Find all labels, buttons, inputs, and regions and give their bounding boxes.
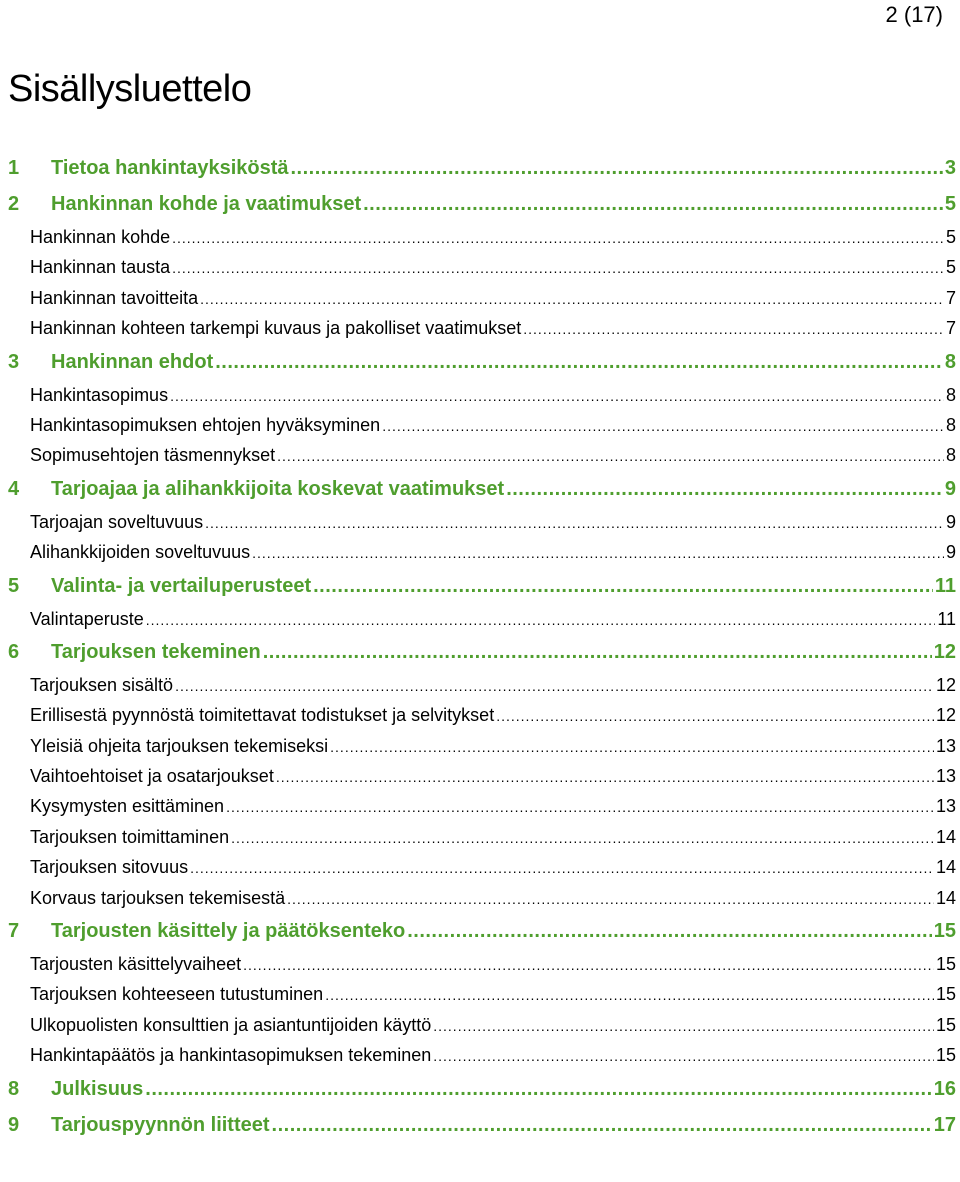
toc-subentry[interactable] bbox=[8, 222, 956, 252]
toc-subentry[interactable] bbox=[8, 537, 956, 567]
toc-heading-entry[interactable] bbox=[8, 1107, 956, 1143]
page-number: 2 (17) bbox=[885, 2, 943, 27]
toc-entry-label: Tarjoajan soveltuvuus bbox=[30, 511, 204, 532]
toc-entry-label: Sopimusehtojen täsmennykset bbox=[30, 445, 276, 466]
toc-subentry[interactable] bbox=[8, 604, 956, 634]
dot-leader bbox=[325, 979, 934, 1009]
toc-entry-page: 17 bbox=[933, 1113, 956, 1136]
toc-entry-page: 15 bbox=[935, 984, 956, 1005]
dot-leader bbox=[407, 913, 932, 949]
toc-entry-label: Alihankkijoiden soveltuvuus bbox=[30, 542, 251, 563]
toc-entry-page: 11 bbox=[937, 608, 956, 629]
toc-entry-page: 7 bbox=[945, 287, 956, 308]
toc-entry-page: 16 bbox=[933, 1077, 956, 1100]
toc-entry-page: 14 bbox=[935, 857, 956, 878]
dot-leader bbox=[382, 410, 944, 440]
toc-entry-page: 5 bbox=[945, 257, 956, 278]
toc-entry-label: Vaihtoehtoiset ja osatarjoukset bbox=[30, 766, 274, 787]
dot-leader bbox=[291, 150, 943, 186]
toc-entry-page: 9 bbox=[945, 511, 956, 532]
dot-leader bbox=[146, 604, 936, 634]
dot-leader bbox=[433, 1040, 934, 1070]
toc-entry-page: 14 bbox=[935, 826, 956, 847]
toc-entry-label: Hankinnan tavoitteita bbox=[30, 287, 199, 308]
toc-subentry[interactable] bbox=[8, 252, 956, 282]
toc-subentry[interactable] bbox=[8, 1040, 956, 1070]
toc-subentry[interactable] bbox=[8, 440, 956, 470]
toc-subentry[interactable] bbox=[8, 731, 956, 761]
dot-leader bbox=[175, 670, 934, 700]
toc-heading-entry[interactable] bbox=[8, 634, 956, 670]
toc-entry-page: 15 bbox=[933, 920, 956, 943]
toc-subentry[interactable] bbox=[8, 883, 956, 913]
toc-entry-number: 6 bbox=[8, 640, 20, 663]
toc-entry-number: 5 bbox=[8, 574, 20, 597]
toc-entry-label: Tarjouspyynnön liitteet bbox=[51, 1113, 270, 1136]
toc-heading-entry[interactable] bbox=[8, 344, 956, 380]
dot-leader bbox=[433, 1010, 934, 1040]
page-title: Sisällysluettelo bbox=[8, 68, 252, 110]
toc-entry-label: Hankinnan kohteen tarkempi kuvaus ja pakolliset vaatimukset bbox=[30, 318, 522, 339]
toc-entry-page: 8 bbox=[945, 445, 956, 466]
toc-entry-label: Tarjouksen tekeminen bbox=[51, 640, 261, 663]
toc-heading-entry[interactable] bbox=[8, 150, 956, 186]
toc-entry-label: Tarjouksen sitovuus bbox=[30, 857, 189, 878]
toc-heading-entry[interactable] bbox=[8, 913, 956, 949]
dot-leader bbox=[252, 537, 944, 567]
toc-subentry[interactable] bbox=[8, 979, 956, 1009]
dot-leader bbox=[170, 380, 944, 410]
toc-subentry[interactable] bbox=[8, 700, 956, 730]
dot-leader bbox=[287, 883, 934, 913]
toc-entry-label: Hankintapäätös ja hankintasopimuksen tekeminen bbox=[30, 1045, 432, 1066]
dot-leader bbox=[231, 822, 934, 852]
dot-leader bbox=[243, 949, 934, 979]
dot-leader bbox=[506, 471, 943, 507]
toc-entry-label: Ulkopuolisten konsulttien ja asiantuntijoiden käyttö bbox=[30, 1014, 432, 1035]
toc-entry-page: 13 bbox=[935, 766, 956, 787]
toc-entry-label: Hankinnan kohde ja vaatimukset bbox=[51, 193, 362, 215]
toc-entry-label: Tarjouksen toimittaminen bbox=[30, 826, 230, 847]
toc-subentry[interactable] bbox=[8, 283, 956, 313]
toc-subentry[interactable] bbox=[8, 380, 956, 410]
toc-entry-number: 9 bbox=[8, 1113, 20, 1136]
dot-leader bbox=[313, 568, 933, 604]
toc-subentry[interactable] bbox=[8, 670, 956, 700]
toc-entry-label: Kysymysten esittäminen bbox=[30, 796, 225, 817]
toc-entry-number: 4 bbox=[8, 477, 20, 500]
toc-entry-label: Julkisuus bbox=[51, 1077, 144, 1100]
toc-subentry[interactable] bbox=[8, 822, 956, 852]
dot-leader bbox=[200, 283, 944, 313]
toc-entry-number: 2 bbox=[8, 193, 20, 215]
toc-entry-label: Korvaus tarjouksen tekemisestä bbox=[30, 887, 286, 908]
toc-entry-label: Hankintasopimus bbox=[30, 384, 169, 405]
toc-subentry[interactable] bbox=[8, 791, 956, 821]
toc-entry-page: 8 bbox=[945, 384, 956, 405]
toc-subentry[interactable] bbox=[8, 313, 956, 343]
dot-leader bbox=[276, 761, 934, 791]
toc-heading-entry[interactable] bbox=[8, 186, 956, 222]
toc-subentry[interactable] bbox=[8, 852, 956, 882]
toc-entry-label: Tarjousten käsittely ja päätöksenteko bbox=[51, 920, 406, 943]
dot-leader bbox=[172, 252, 944, 282]
toc-entry-page: 8 bbox=[944, 350, 956, 373]
toc-entry-page: 12 bbox=[935, 705, 956, 726]
toc-entry-number: 8 bbox=[8, 1077, 20, 1100]
toc-entry-page: 12 bbox=[933, 640, 956, 663]
toc-subentry[interactable] bbox=[8, 949, 956, 979]
toc-entry-page: 11 bbox=[934, 574, 956, 597]
dot-leader bbox=[496, 700, 934, 730]
toc-heading-entry[interactable] bbox=[8, 568, 956, 604]
dot-leader bbox=[226, 791, 934, 821]
toc-entry-page: 15 bbox=[935, 1014, 956, 1035]
toc-entry-page: 15 bbox=[935, 1045, 956, 1066]
toc-entry-label: Valintaperuste bbox=[30, 608, 144, 629]
toc-entry-page: 13 bbox=[935, 796, 956, 817]
dot-leader bbox=[330, 731, 934, 761]
toc-entry-label: Tarjousten käsittelyvaiheet bbox=[30, 954, 242, 975]
toc-entry-page: 13 bbox=[935, 735, 956, 756]
toc-entry-label: Tarjouksen kohteeseen tutustuminen bbox=[30, 984, 324, 1005]
toc-entry-page: 3 bbox=[944, 157, 956, 179]
dot-leader bbox=[363, 186, 943, 222]
table-of-contents bbox=[8, 150, 956, 1143]
toc-entry-page: 8 bbox=[945, 414, 956, 435]
toc-entry-label: Tietoa hankintayksiköstä bbox=[51, 157, 289, 179]
toc-entry-page: 9 bbox=[944, 477, 956, 500]
dot-leader bbox=[215, 344, 943, 380]
dot-leader bbox=[263, 634, 932, 670]
toc-entry-label: Hankintasopimuksen ehtojen hyväksyminen bbox=[30, 414, 381, 435]
toc-entry-page: 15 bbox=[935, 954, 956, 975]
dot-leader bbox=[523, 313, 944, 343]
toc-entry-number: 3 bbox=[8, 350, 20, 373]
toc-entry-label: Valinta- ja vertailuperusteet bbox=[51, 574, 312, 597]
dot-leader bbox=[205, 507, 944, 537]
dot-leader bbox=[190, 852, 934, 882]
toc-entry-page: 5 bbox=[945, 227, 956, 247]
toc-entry-label: Hankinnan kohde bbox=[30, 227, 171, 247]
toc-entry-label: Hankinnan tausta bbox=[30, 257, 171, 278]
toc-entry-page: 5 bbox=[944, 193, 956, 215]
toc-subentry[interactable] bbox=[8, 761, 956, 791]
toc-entry-label: Erillisestä pyynnöstä toimitettavat todistukset ja selvitykset bbox=[30, 705, 495, 726]
toc-entry-page: 14 bbox=[935, 887, 956, 908]
toc-entry-page: 12 bbox=[935, 674, 956, 695]
toc-heading-entry[interactable] bbox=[8, 1071, 956, 1107]
toc-entry-label: Hankinnan ehdot bbox=[51, 350, 214, 373]
toc-subentry[interactable] bbox=[8, 507, 956, 537]
dot-leader bbox=[145, 1071, 931, 1107]
toc-entry-label: Yleisiä ohjeita tarjouksen tekemiseksi bbox=[30, 735, 329, 756]
toc-entry-number: 7 bbox=[8, 920, 20, 943]
toc-entry-page: 9 bbox=[945, 542, 956, 563]
dot-leader bbox=[272, 1107, 932, 1143]
toc-subentry[interactable] bbox=[8, 410, 956, 440]
toc-entry-page: 7 bbox=[945, 318, 956, 339]
toc-entry-label: Tarjouksen sisältö bbox=[30, 674, 174, 695]
toc-entry-number: 1 bbox=[8, 157, 20, 179]
dot-leader bbox=[172, 222, 944, 252]
toc-entry-label: Tarjoajaa ja alihankkijoita koskevat vaatimukset bbox=[51, 477, 505, 500]
toc-subentry[interactable] bbox=[8, 1010, 956, 1040]
toc-heading-entry[interactable] bbox=[8, 471, 956, 507]
dot-leader bbox=[277, 440, 944, 470]
